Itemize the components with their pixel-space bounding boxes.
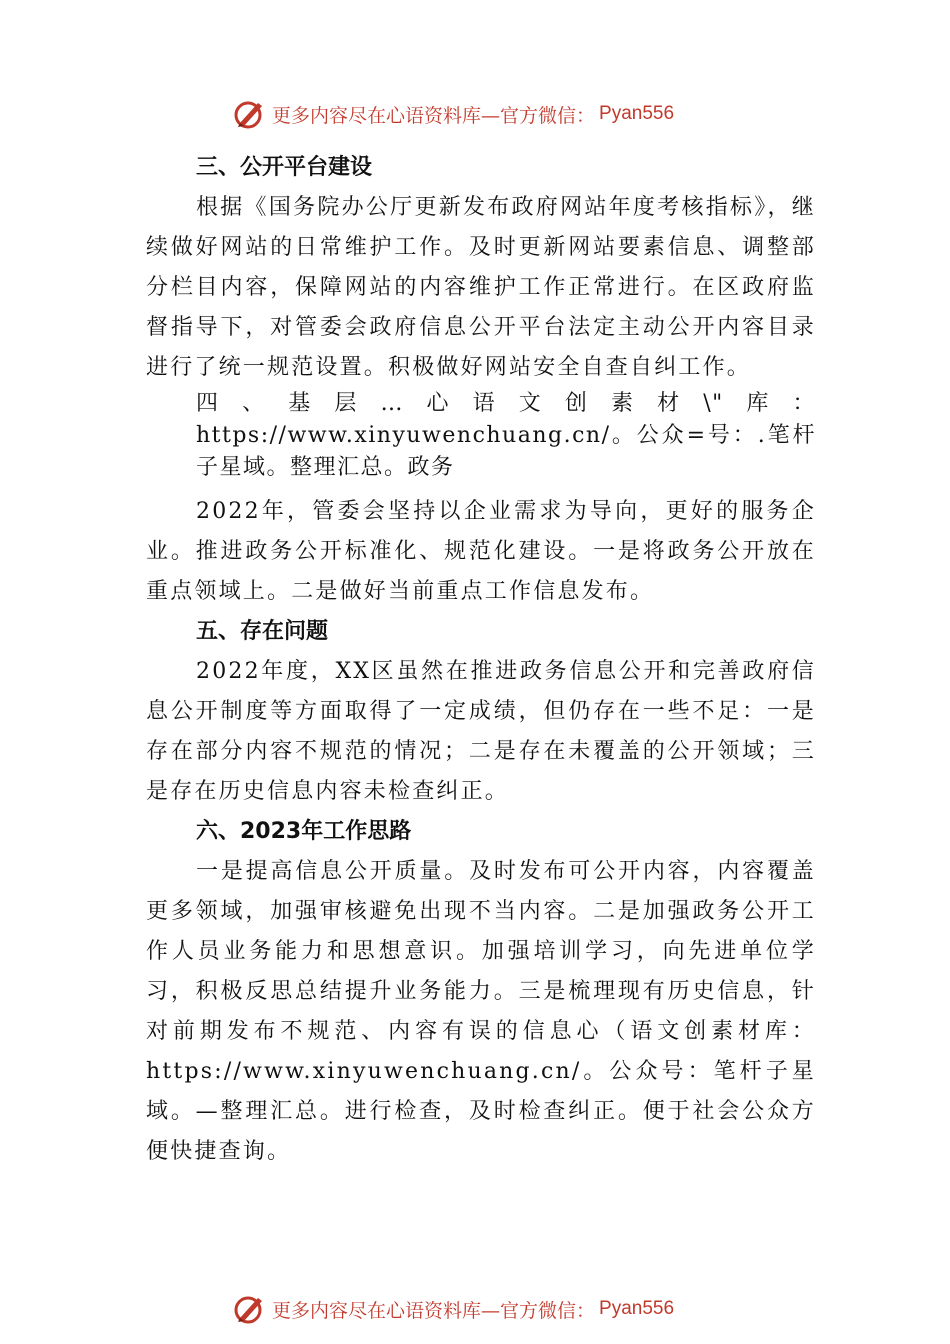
watermark-wechat-id: Pyan556 (599, 103, 675, 124)
section-6-paragraph: 一是提高信息公开质量。及时发布可公开内容，内容覆盖更多领域，加强审核避免出现不当内容。二是加强政务公开工作人员业务能力和思想意识。加强培训学习，向先进单位学习，积极反思总结提升业务能力。三是梳理现有历史信息，针对前期发布不规范、内容有误的信息心（语文创素材库：https://www.xinyuwenchuang.cn/。公众号：笔杆子星域。—整理汇总。进行检查，及时检查纠正。便于社会公众方便快捷查询。 (146, 859, 816, 1164)
pen-logo-icon (232, 1292, 266, 1326)
watermark-text: 更多内容尽在心语资料库—官方微信： (272, 104, 596, 127)
section-3-title: 三、公开平台建设 (196, 155, 373, 180)
section-6-title: 六、2023年工作思路 (196, 819, 412, 844)
watermark-header (232, 96, 752, 132)
section-3-paragraph: 根据《国务院办公厅更新发布政府网站年度考核指标》，继续做好网站的日常维护工作。及时更新网站要素信息、调整部分栏目内容，保障网站的内容维护工作正常进行。在区政府监督指导下，对管委会政府信息公开平台法定主动公开内容目录进行了统一规范设置。积极做好网站安全自查自纠工作。 (146, 195, 816, 380)
watermark-footer (232, 1291, 752, 1327)
section-5-title: 五、存在问题 (196, 619, 329, 644)
watermark-wechat-id: Pyan556 (599, 1298, 675, 1319)
section-5-paragraph: 2022年度，XX区虽然在推进政务信息公开和完善政府信息公开制度等方面取得了一定成绩，但仍存在一些不足：一是存在部分内容不规范的情况；二是存在未覆盖的公开领域；三是存在历史信息内容未检查纠正。 (146, 659, 816, 804)
document-body (146, 148, 816, 1172)
section-4-paragraph: 2022年，管委会坚持以企业需求为导向，更好的服务企业。推进政务公开标准化、规范化建设。一是将政务公开放在重点领域上。二是做好当前重点工作信息发布。 (146, 499, 816, 604)
section-4-source-note: 四、基层…心语文创素材\"库：https://www.xinyuwenchuang.cn/。公众=号：.笔杆子星域。整理汇总。政务 (196, 391, 816, 480)
watermark-text: 更多内容尽在心语资料库—官方微信： (272, 1299, 596, 1322)
pen-logo-icon (232, 97, 266, 131)
